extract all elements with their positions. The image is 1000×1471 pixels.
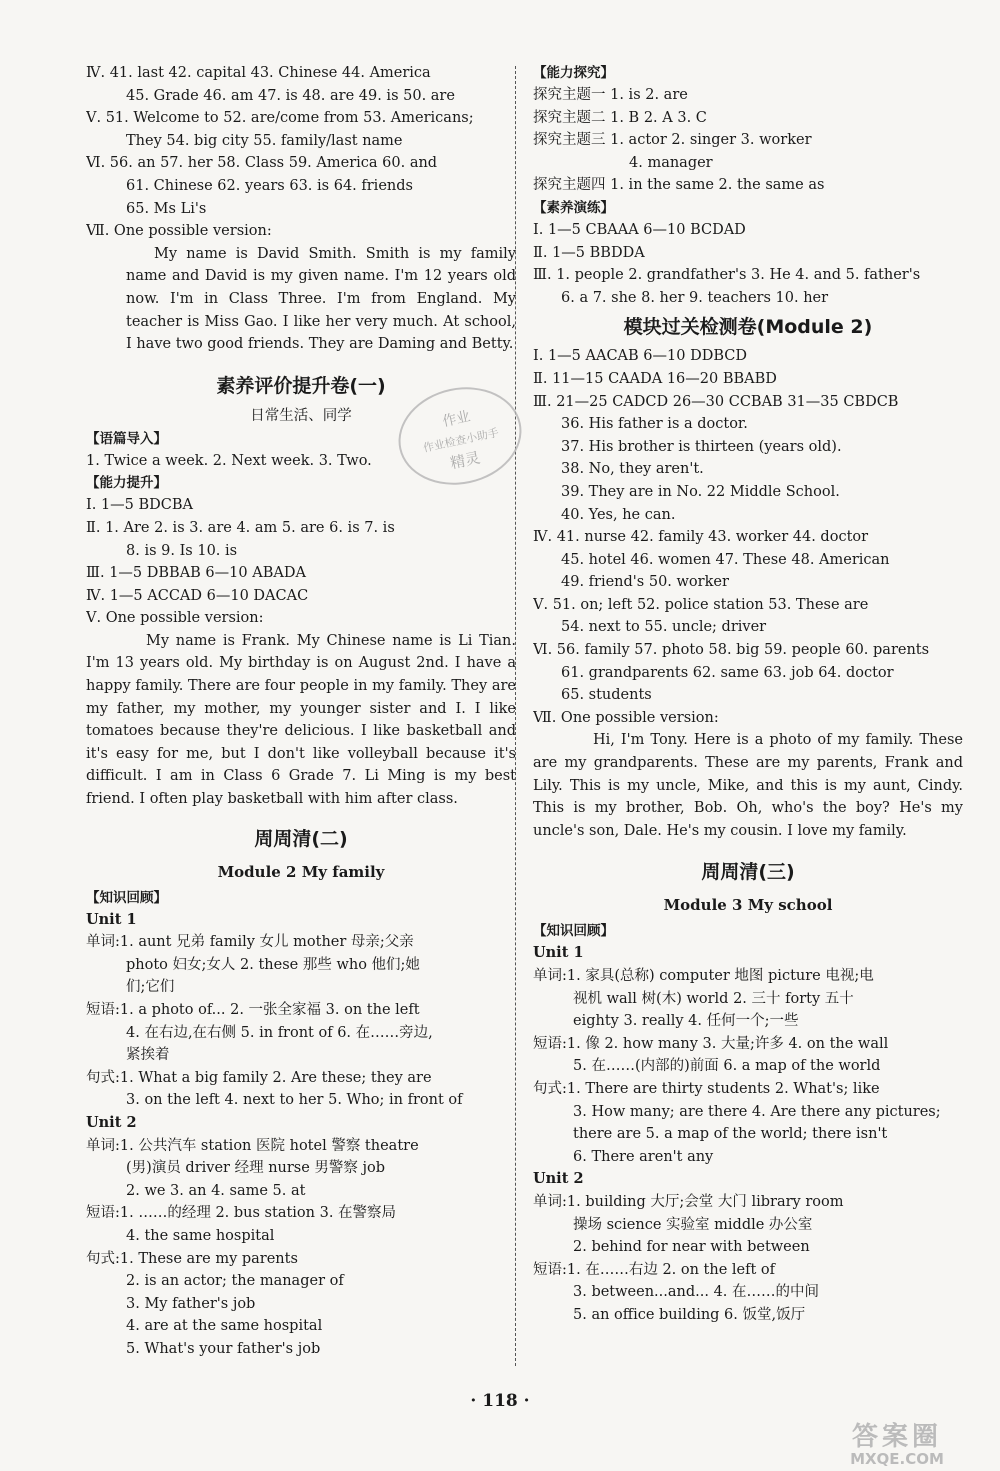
answer-line: Ⅴ. One possible version:: [86, 610, 264, 627]
answer-line: Ⅱ. 1—5 BBDDA: [533, 244, 645, 261]
answer-line: 单词:1. 公共汽车 station 医院 hotel 警察 theatre: [86, 1137, 419, 1154]
section-title: 素养评价提升卷(一): [216, 374, 386, 397]
answer-line: Ⅲ. 1. people 2. grandfather's 3. He 4. and 5. father's: [533, 267, 921, 284]
answer-line: 4. are at the same hospital: [126, 1318, 323, 1335]
answer-line: Ⅰ. 1—5 BDCBA: [86, 497, 194, 514]
unit-heading: Unit 2: [86, 1113, 137, 1131]
answer-line: 操场 science 实验室 middle 办公室: [573, 1216, 813, 1233]
answer-line: 单词:1. 家具(总称) computer 地图 picture 电视;电: [533, 968, 874, 984]
answer-line: 3. How many; are there 4. Are there any pictures;: [573, 1103, 941, 1120]
right-column: [533, 62, 963, 1327]
answer-line: 探究主题四 1. in the same 2. the same as: [533, 177, 825, 194]
section-label: 【能力提升】: [86, 475, 167, 492]
answer-line: 38. No, they aren't.: [561, 461, 704, 478]
answer-line: Ⅱ. 11—15 CAADA 16—20 BBABD: [533, 370, 777, 387]
answer-line: Ⅵ. 56. an 57. her 58. Class 59. America 60. and: [86, 155, 438, 172]
answer-line: 3. between...and... 4. 在……的中间: [573, 1284, 820, 1301]
answer-line: 1. Twice a week. 2. Next week. 3. Two.: [86, 452, 372, 469]
answer-line: Ⅳ. 1—5 ACCAD 6—10 DACAC: [86, 587, 309, 604]
section-label: 【知识回顾】: [533, 923, 614, 940]
module-title: Module 3 My school: [663, 896, 833, 915]
answer-line: 61. grandparents 62. same 63. job 64. doctor: [561, 664, 894, 681]
answer-line: 39. They are in No. 22 Middle School.: [561, 483, 840, 500]
section-title: 模块过关检测卷(Module 2): [623, 316, 873, 339]
essay-paragraph: [86, 630, 516, 811]
answer-line: Ⅳ. 41. last 42. capital 43. Chinese 44. America: [86, 65, 431, 81]
section-subtitle: 日常生活、同学: [250, 407, 352, 424]
essay-paragraph: [533, 729, 963, 842]
answer-line: 4. the same hospital: [126, 1227, 275, 1244]
answer-line: They 54. big city 55. family/last name: [126, 132, 403, 149]
answer-line: 5. an office building 6. 饭堂,饭厅: [573, 1306, 806, 1323]
stamp-text: 精灵: [448, 448, 482, 473]
answer-line: 54. next to 55. uncle; driver: [561, 619, 767, 636]
column-divider: [515, 66, 516, 1366]
answer-line: 49. friend's 50. worker: [561, 574, 729, 591]
answer-line: Ⅱ. 1. Are 2. is 3. are 4. am 5. are 6. is 7. is: [86, 519, 395, 536]
answer-line: 短语:1. 像 2. how many 3. 大量;许多 4. on the wall: [533, 1035, 889, 1052]
answer-line: 探究主题三 1. actor 2. singer 3. worker: [533, 132, 812, 149]
answer-line: 视机 wall 树(木) world 2. 三十 forty 五十: [573, 990, 854, 1007]
answer-line: 4. 在右边,在右侧 5. in front of 6. 在……旁边,: [126, 1024, 433, 1041]
answer-line: 65. Ms Li's: [126, 200, 207, 217]
answer-line: 8. is 9. Is 10. is: [126, 542, 238, 559]
left-column: [86, 62, 516, 1361]
essay-paragraph: [86, 243, 516, 356]
section-title: 周周清(二): [254, 827, 348, 850]
answer-line: 36. His father is a doctor.: [561, 416, 748, 433]
answer-line: 5. 在……(内部的)前面 6. a map of the world: [573, 1058, 881, 1075]
answer-line: 句式:1. What a big family 2. Are these; they are: [86, 1069, 432, 1086]
answer-line: 句式:1. There are thirty students 2. What's; like: [533, 1080, 880, 1097]
answer-line: 45. Grade 46. am 47. is 48. are 49. is 50. are: [126, 87, 455, 104]
answer-line: Ⅰ. 1—5 CBAAA 6—10 BCDAD: [533, 221, 746, 238]
answer-line: 探究主题一 1. is 2. are: [533, 87, 688, 103]
answer-line: Ⅰ. 1—5 AACAB 6—10 DDBCD: [533, 348, 747, 365]
answer-line: 6. There aren't any: [573, 1148, 714, 1165]
answer-line: Ⅴ. 51. Welcome to 52. are/come from 53. Americans;: [86, 110, 474, 127]
answer-line: 单词:1. building 大厅;会堂 大门 library room: [533, 1193, 844, 1210]
answer-line: Ⅲ. 1—5 DBBAB 6—10 ABADA: [86, 565, 306, 582]
stamp-text: 作业: [441, 408, 472, 431]
answer-line: 短语:1. ……的经理 2. bus station 3. 在警察局: [86, 1205, 397, 1222]
site-watermark: [812, 1424, 982, 1468]
answer-line: eighty 3. really 4. 任何一个;一些: [573, 1013, 799, 1030]
answer-line: Ⅶ. One possible version:: [86, 223, 272, 240]
answer-line: Ⅲ. 21—25 CADCD 26—30 CCBAB 31—35 CBDCB: [533, 393, 899, 410]
unit-heading: Unit 1: [533, 944, 584, 962]
answer-line: Ⅴ. 51. on; left 52. police station 53. These are: [533, 596, 869, 613]
answer-line: photo 妇女;女人 2. these 那些 who 他们;她: [126, 956, 420, 973]
section-label: 【素养演练】: [533, 199, 614, 216]
answer-line: Ⅳ. 41. nurse 42. family 43. worker 44. doctor: [533, 529, 869, 546]
watermark-url: MXQE.COM: [850, 1450, 944, 1468]
answer-line: 探究主题二 1. B 2. A 3. C: [533, 109, 707, 126]
answer-line: 2. behind for near with between: [573, 1239, 810, 1256]
answer-line: 40. Yes, he can.: [561, 506, 676, 523]
section-label: 【能力探究】: [533, 65, 614, 81]
answer-line: 3. on the left 4. next to her 5. Who; in front of: [126, 1092, 463, 1109]
essay-text: My name is David Smith. Smith is my family name and David is my given name. I'm 12 years old now. I'm in Class Three. I'm from England. My teacher is Miss Gao. I like her very much. At school, I have two good friends. They are Daming and Betty.: [126, 245, 516, 353]
answer-line: 65. students: [561, 687, 652, 704]
answer-line: 句式:1. These are my parents: [86, 1250, 298, 1267]
answer-line: 37. His brother is thirteen (years old).: [561, 438, 842, 455]
page-number: · 118 ·: [470, 1391, 530, 1411]
section-label: 【知识回顾】: [86, 889, 167, 906]
answer-line: 5. What's your father's job: [126, 1340, 321, 1357]
answer-line: Ⅵ. 56. family 57. photo 58. big 59. people 60. parents: [533, 642, 930, 659]
watermark-text: 答案圈: [851, 1422, 942, 1452]
answer-line: 紧挨着: [126, 1047, 170, 1064]
answer-line: (男)演员 driver 经理 nurse 男警察 job: [126, 1160, 386, 1177]
section-title: 周周清(三): [701, 861, 795, 884]
answer-line: 短语:1. 在……右边 2. on the left of: [533, 1261, 776, 1278]
answer-line: 2. we 3. an 4. same 5. at: [126, 1182, 306, 1199]
section-label: 【语篇导入】: [86, 430, 167, 447]
answer-line: 3. My father's job: [126, 1295, 256, 1312]
answer-line: Ⅶ. One possible version:: [533, 709, 719, 726]
unit-heading: Unit 2: [533, 1170, 584, 1188]
answer-line: 们;它们: [126, 979, 175, 996]
answer-line: 2. is an actor; the manager of: [126, 1273, 344, 1290]
module-title: Module 2 My family: [217, 862, 385, 881]
essay-text: Hi, I'm Tony. Here is a photo of my family. These are my grandparents. These are my parents, Frank and Lily. This is my uncle, Mike, and this is my aunt, Cindy. This is my brother, Bob. Oh, who's the boy? He's my uncle's son, Dale. He's my cousin. I love my family.: [533, 732, 963, 839]
stamp-text: 作业检查小助手: [421, 426, 500, 455]
answer-line: 4. manager: [629, 154, 713, 171]
answer-line: 单词:1. aunt 兄弟 family 女儿 mother 母亲;父亲: [86, 934, 414, 951]
essay-text: My name is Frank. My Chinese name is Li Tian. I'm 13 years old. My birthday is on August 2nd. I have a happy family. There are four people in my family. They are my father, my mother, my younger sister and I. I like tomatoes because they're delicious. I like basketball and it's easy for me, but I don't like volleyball because it's difficult. I am in Class 6 Grade 7. Li Ming is my best friend. I often play basketball with him after class.: [86, 632, 516, 808]
answer-line: 45. hotel 46. women 47. These 48. American: [561, 551, 890, 568]
answer-line: 61. Chinese 62. years 63. is 64. friends: [126, 177, 413, 194]
answer-line: 6. a 7. she 8. her 9. teachers 10. her: [561, 289, 829, 306]
unit-heading: Unit 1: [86, 910, 137, 928]
answer-line: there are 5. a map of the world; there isn't: [573, 1126, 888, 1143]
answer-line: 短语:1. a photo of... 2. 一张全家福 3. on the left: [86, 1002, 420, 1018]
